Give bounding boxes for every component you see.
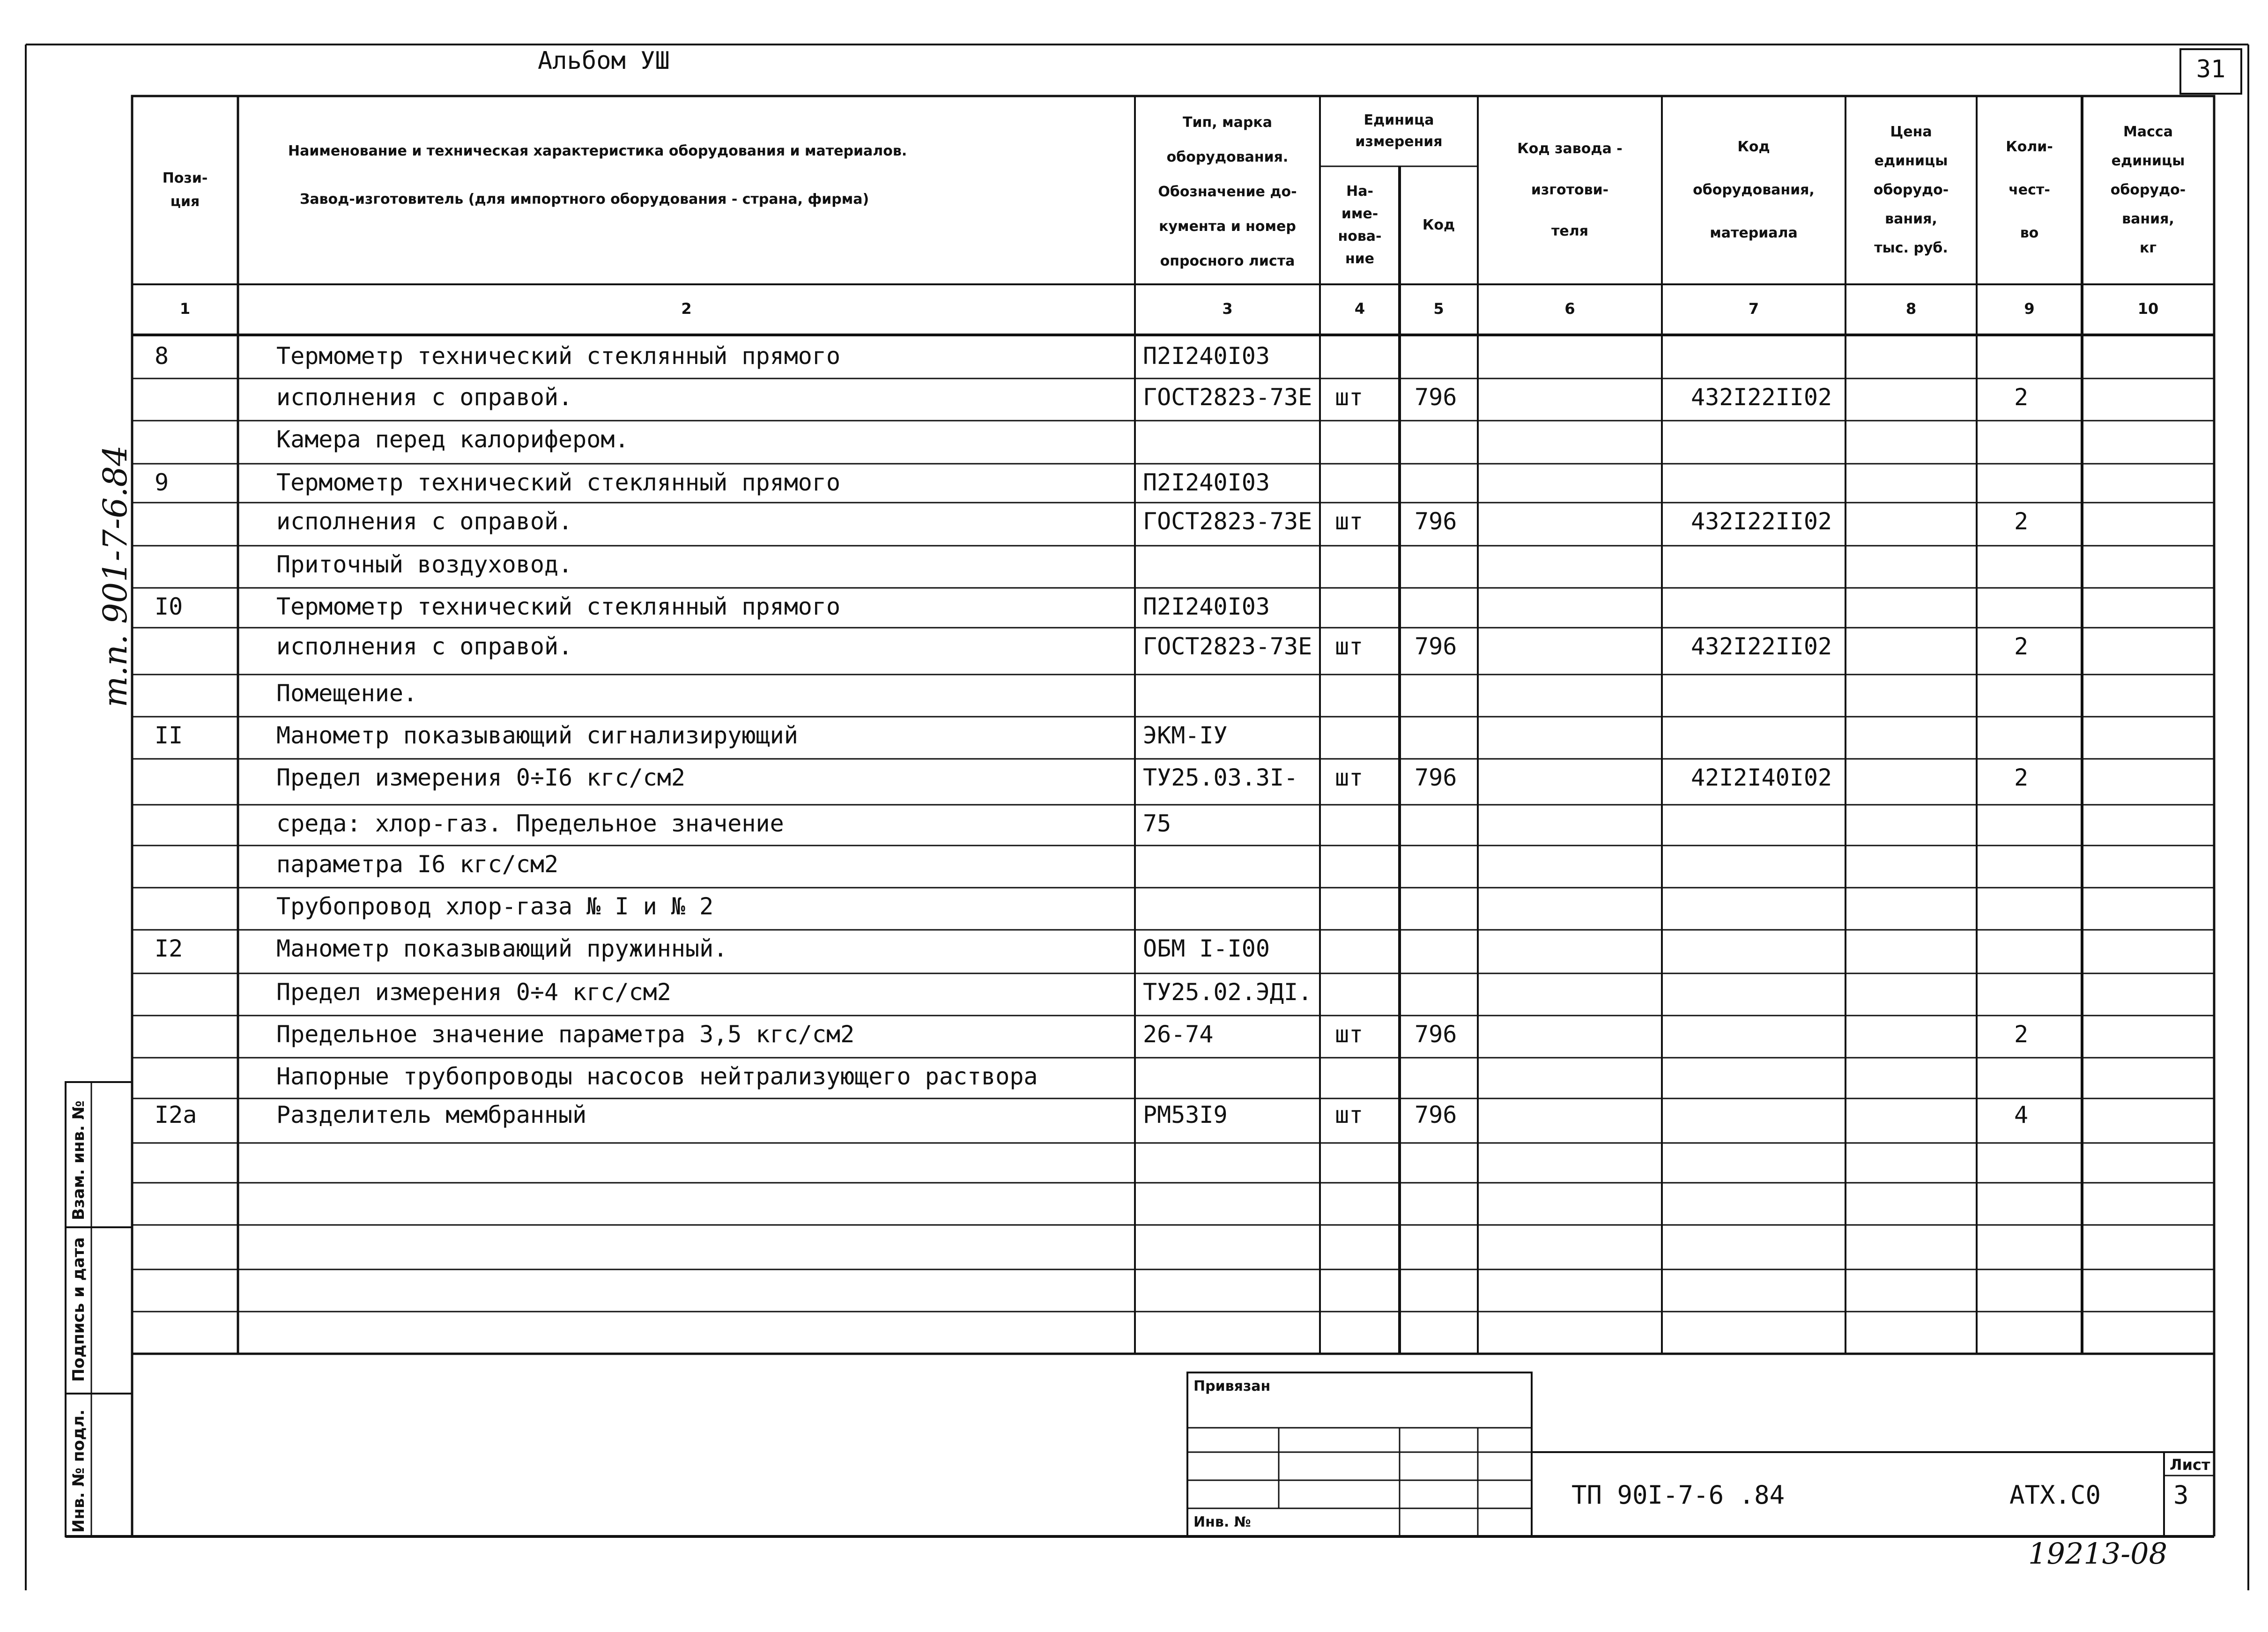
row-name: Предел измерения 0÷4 кгс/см2 (276, 979, 671, 1006)
row-type: 75 (1143, 810, 1171, 837)
row-name: Предел измерения 0÷І6 кгс/см2 (276, 764, 685, 791)
row-quantity: 2 (2014, 633, 2029, 660)
doc-code: ТП 90І-7-6 .84 (1571, 1480, 1785, 1510)
row-quantity: 2 (2014, 384, 2029, 411)
row-name: исполнения с оправой. (276, 508, 573, 535)
row-quantity: 2 (2014, 508, 2029, 535)
row-unit: шт (1335, 764, 1364, 791)
row-name: Приточный воздуховод. (276, 551, 573, 578)
row-unit-code: 796 (1415, 1101, 1457, 1128)
column-number: 3 (1222, 300, 1233, 318)
row-unit: шт (1335, 633, 1364, 660)
row-unit-code: 796 (1415, 384, 1457, 411)
column-number: 5 (1433, 300, 1444, 318)
row-equipment-code: 432І22ІІ02 (1691, 633, 1832, 660)
row-name: Разделитель мембранный (276, 1101, 587, 1128)
column-number: 9 (2024, 300, 2035, 318)
row-name: Термометр технический стеклянный прямого (276, 593, 841, 620)
row-name: параметра І6 кгс/см2 (276, 851, 559, 878)
row-type: П2І240І03 (1143, 342, 1270, 370)
row-unit-code: 796 (1415, 764, 1457, 791)
header-mass: Масса единицы оборудо- вания, кг (2110, 124, 2186, 256)
header-unit-code: Код (1422, 217, 1455, 233)
sheet-code: АТХ.С0 (2009, 1480, 2101, 1510)
margin-podpis-data: Подпись и дата (69, 1237, 88, 1382)
header-pos: Пози- ция (162, 170, 208, 210)
page-number: 31 (2196, 55, 2226, 83)
sheet-number: 3 (2173, 1480, 2189, 1510)
row-position: І0 (155, 593, 183, 620)
row-name: Термометр технический стеклянный прямого (276, 469, 841, 496)
row-equipment-code: 432І22ІІ02 (1691, 384, 1832, 411)
row-type: ГОСТ2823-73Е (1143, 508, 1312, 535)
row-name: Манометр показывающий сигнализирующий (276, 722, 798, 749)
column-number: 8 (1905, 300, 1917, 318)
album-title: Альбом УШ (538, 47, 670, 75)
header-type: Тип, марка оборудования. Обозначение до- кумента и номер опросного листа (1158, 114, 1297, 269)
row-type: П2І240І03 (1143, 469, 1270, 496)
margin-inv-podl: Инв. № подл. (69, 1409, 88, 1533)
row-quantity: 2 (2014, 1021, 2029, 1048)
header-name-line2: Завод-изготовитель (для импортного оборудования - страна, фирма) (300, 191, 869, 208)
row-quantity: 2 (2014, 764, 2029, 791)
row-type: ТУ25.02.ЭДІ. (1143, 979, 1312, 1006)
row-name: исполнения с оправой. (276, 633, 573, 660)
column-number: 4 (1354, 300, 1365, 318)
row-position: 9 (155, 469, 169, 496)
header-unit-name: На- име- нова- ние (1338, 183, 1382, 267)
row-position: І2 (155, 935, 183, 962)
row-unit-code: 796 (1415, 633, 1457, 660)
row-type: ГОСТ2823-73Е (1143, 384, 1312, 411)
header-price: Цена единицы оборудо- вания, тыс. руб. (1873, 124, 1949, 256)
row-unit: шт (1335, 1021, 1364, 1048)
row-name: Манометр показывающий пружинный. (276, 935, 728, 962)
row-name: Помещение. (276, 680, 418, 707)
header-equip-code: Код оборудования, материала (1693, 139, 1815, 241)
header-maker-code: Код завода - изготови- теля (1517, 141, 1623, 239)
stamp-privyazan: Привязан (1193, 1378, 1271, 1395)
row-type: ТУ25.03.3І- (1143, 764, 1298, 791)
side-stamp: т.п. 901-7-6.84 (96, 445, 134, 707)
row-name: исполнения с оправой. (276, 384, 573, 411)
row-equipment-code: 42І2І40І02 (1691, 764, 1832, 791)
margin-vzam-inv: Взам. инв. № (69, 1100, 88, 1220)
handwritten-number: 19213-08 (2028, 1536, 2168, 1571)
header-unit-group: Единица измерения (1355, 112, 1443, 150)
row-type: ГОСТ2823-73Е (1143, 633, 1312, 660)
column-number: 7 (1748, 300, 1759, 318)
header-qty: Коли- чест- во (2006, 139, 2053, 241)
row-unit: шт (1335, 508, 1364, 535)
row-position: ІІ (155, 722, 183, 749)
row-type: 26-74 (1143, 1021, 1214, 1048)
row-type: РМ53І9 (1143, 1101, 1228, 1128)
row-unit: шт (1335, 1101, 1364, 1128)
row-quantity: 4 (2014, 1101, 2029, 1128)
row-position: 8 (155, 342, 169, 370)
column-number: 2 (681, 300, 692, 318)
header-name-line1: Наименование и техническая характеристика оборудования и материалов. (288, 143, 907, 159)
sheet-label: Лист (2170, 1456, 2210, 1474)
row-unit: шт (1335, 384, 1364, 411)
column-number: 6 (1564, 300, 1575, 318)
row-equipment-code: 432І22ІІ02 (1691, 508, 1832, 535)
row-type: П2І240І03 (1143, 593, 1270, 620)
row-name: Камера перед калорифером. (276, 426, 629, 453)
row-position: І2а (155, 1101, 197, 1128)
row-name: Трубопровод хлор-газа № І и № 2 (276, 893, 714, 920)
row-type: ОБМ І-І00 (1143, 935, 1270, 962)
row-name: Предельное значение параметра 3,5 кгс/см2 (276, 1021, 855, 1048)
row-name: среда: хлор-газ. Предельное значение (276, 810, 784, 837)
row-unit-code: 796 (1415, 1021, 1457, 1048)
column-number: 1 (179, 300, 191, 318)
row-type: ЭКМ-ІУ (1143, 722, 1228, 749)
stamp-inv-no: Инв. № (1193, 1514, 1251, 1530)
row-name: Термометр технический стеклянный прямого (276, 342, 841, 370)
row-unit-code: 796 (1415, 508, 1457, 535)
column-number: 10 (2137, 300, 2159, 318)
row-name: Напорные трубопроводы насосов нейтрализующего раствора (276, 1063, 1038, 1090)
